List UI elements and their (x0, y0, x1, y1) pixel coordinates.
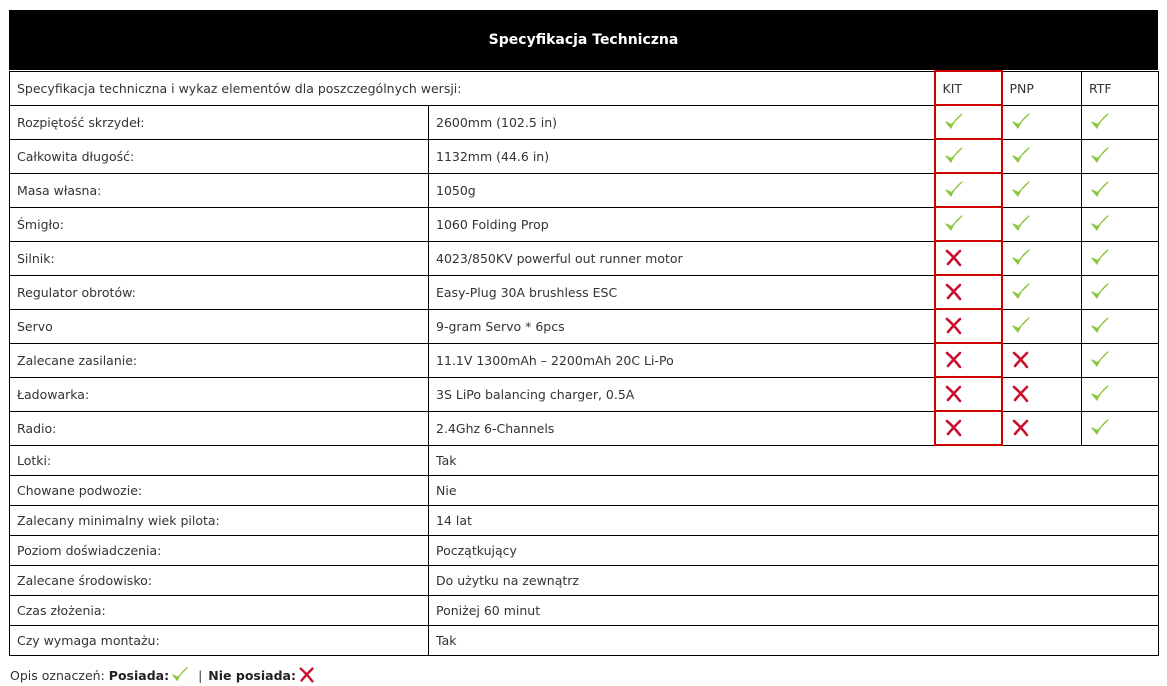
check-icon (943, 216, 965, 231)
check-icon (1010, 318, 1032, 333)
availability-pnp (1002, 343, 1082, 377)
spec-label: Masa własna: (10, 173, 429, 207)
general-row (10, 476, 1159, 506)
availability-kit (935, 411, 1002, 445)
availability-rtf (1082, 377, 1159, 411)
availability-pnp (1002, 173, 1082, 207)
check-icon (1010, 182, 1032, 197)
table-title: Specyfikacja Techniczna (488, 32, 679, 48)
cross-icon (943, 284, 965, 299)
cross-icon (943, 420, 965, 435)
spec-label: Zalecane środowisko: (10, 566, 429, 596)
spec-value: Poniżej 60 minut (429, 596, 1159, 626)
availability-pnp (1002, 105, 1082, 139)
spec-value: 3S LiPo balancing charger, 0.5A (429, 377, 935, 411)
availability-kit (935, 207, 1002, 241)
availability-rtf (1082, 139, 1159, 173)
spec-label: Rozpiętość skrzydeł: (10, 105, 429, 139)
spec-row (10, 139, 1159, 173)
availability-rtf (1082, 207, 1159, 241)
spec-value: Początkujący (429, 536, 1159, 566)
spec-label: Śmigło: (10, 207, 429, 241)
legend (10, 665, 317, 685)
cross-icon (943, 318, 965, 333)
check-icon (1010, 148, 1032, 163)
intro-row (10, 71, 1159, 105)
check-icon (1089, 284, 1111, 299)
check-icon (1010, 250, 1032, 265)
availability-kit (935, 173, 1002, 207)
availability-pnp (1002, 275, 1082, 309)
spec-label: Ładowarka: (10, 377, 429, 411)
availability-rtf (1082, 411, 1159, 445)
check-icon (943, 114, 965, 129)
spec-label: Całkowita długość: (10, 139, 429, 173)
spec-label: Lotki: (10, 445, 429, 476)
spec-value: Tak (429, 445, 1159, 476)
spec-row (10, 173, 1159, 207)
availability-kit (935, 309, 1002, 343)
availability-rtf (1082, 173, 1159, 207)
availability-kit (935, 275, 1002, 309)
spec-value: 2.4Ghz 6-Channels (429, 411, 935, 445)
availability-rtf (1082, 275, 1159, 309)
spec-row (10, 309, 1159, 343)
availability-rtf (1082, 309, 1159, 343)
check-icon (1089, 148, 1111, 163)
check-icon (1089, 114, 1111, 129)
spec-value: Nie (429, 476, 1159, 506)
availability-pnp (1002, 411, 1082, 445)
spec-value: 4023/850KV powerful out runner motor (429, 241, 935, 275)
general-row (10, 626, 1159, 656)
availability-kit (935, 139, 1002, 173)
availability-pnp (1002, 207, 1082, 241)
legend-has-label: Posiada: (108, 667, 170, 683)
check-icon (943, 148, 965, 163)
check-icon (1010, 114, 1032, 129)
version-header-pnp: PNP (1002, 71, 1082, 105)
spec-row (10, 105, 1159, 139)
spec-row (10, 241, 1159, 275)
cross-icon (1010, 420, 1032, 435)
legend-label: Opis oznaczeń: (10, 667, 105, 683)
cross-icon (1010, 386, 1032, 401)
spec-value: 2600mm (102.5 in) (429, 105, 935, 139)
general-row (10, 566, 1159, 596)
general-row (10, 506, 1159, 536)
spec-value: Easy-Plug 30A brushless ESC (429, 275, 935, 309)
check-icon (943, 182, 965, 197)
spec-value: 11.1V 1300mAh – 2200mAh 20C Li-Po (429, 343, 935, 377)
spec-row (10, 411, 1159, 445)
availability-pnp (1002, 309, 1082, 343)
availability-pnp (1002, 139, 1082, 173)
availability-kit (935, 241, 1002, 275)
table-header (9, 10, 1158, 70)
spec-label: Zalecane zasilanie: (10, 343, 429, 377)
legend-has-not-label: Nie posiada: (208, 667, 296, 683)
spec-row (10, 377, 1159, 411)
spec-table (9, 70, 1159, 656)
spec-row (10, 207, 1159, 241)
availability-rtf (1082, 241, 1159, 275)
availability-kit (935, 377, 1002, 411)
spec-row (10, 343, 1159, 377)
intro-label: Specyfikacja techniczna i wykaz elementów dla poszczególnych wersji: (10, 71, 935, 105)
spec-label: Silnik: (10, 241, 429, 275)
spec-row (10, 275, 1159, 309)
check-icon (1010, 284, 1032, 299)
general-row (10, 596, 1159, 626)
check-icon (1089, 318, 1111, 333)
spec-label: Chowane podwozie: (10, 476, 429, 506)
legend-separator: | (198, 667, 203, 683)
check-icon (1089, 182, 1111, 197)
spec-value: Do użytku na zewnątrz (429, 566, 1159, 596)
check-icon (1089, 386, 1111, 401)
version-header-kit: KIT (935, 71, 1002, 105)
check-icon (1010, 216, 1032, 231)
spec-label: Radio: (10, 411, 429, 445)
spec-value: 1050g (429, 173, 935, 207)
cross-icon (943, 352, 965, 367)
availability-rtf (1082, 105, 1159, 139)
check-icon (1089, 250, 1111, 265)
check-icon (169, 665, 190, 685)
spec-value: 9-gram Servo * 6pcs (429, 309, 935, 343)
availability-rtf (1082, 343, 1159, 377)
check-icon (1089, 216, 1111, 231)
spec-value: 14 lat (429, 506, 1159, 536)
spec-label: Zalecany minimalny wiek pilota: (10, 506, 429, 536)
spec-label: Regulator obrotów: (10, 275, 429, 309)
general-row (10, 536, 1159, 566)
version-header-rtf: RTF (1082, 71, 1159, 105)
spec-value: Tak (429, 626, 1159, 656)
spec-table-container (9, 10, 1158, 656)
spec-value: 1060 Folding Prop (429, 207, 935, 241)
availability-kit (935, 343, 1002, 377)
cross-icon (943, 386, 965, 401)
cross-icon (1010, 352, 1032, 367)
check-icon (1089, 352, 1111, 367)
spec-value: 1132mm (44.6 in) (429, 139, 935, 173)
cross-icon (296, 665, 317, 685)
check-icon (1089, 420, 1111, 435)
availability-kit (935, 105, 1002, 139)
availability-pnp (1002, 377, 1082, 411)
spec-label: Czas złożenia: (10, 596, 429, 626)
spec-label: Czy wymaga montażu: (10, 626, 429, 656)
cross-icon (943, 250, 965, 265)
spec-label: Servo (10, 309, 429, 343)
general-row (10, 445, 1159, 476)
availability-pnp (1002, 241, 1082, 275)
spec-label: Poziom doświadczenia: (10, 536, 429, 566)
